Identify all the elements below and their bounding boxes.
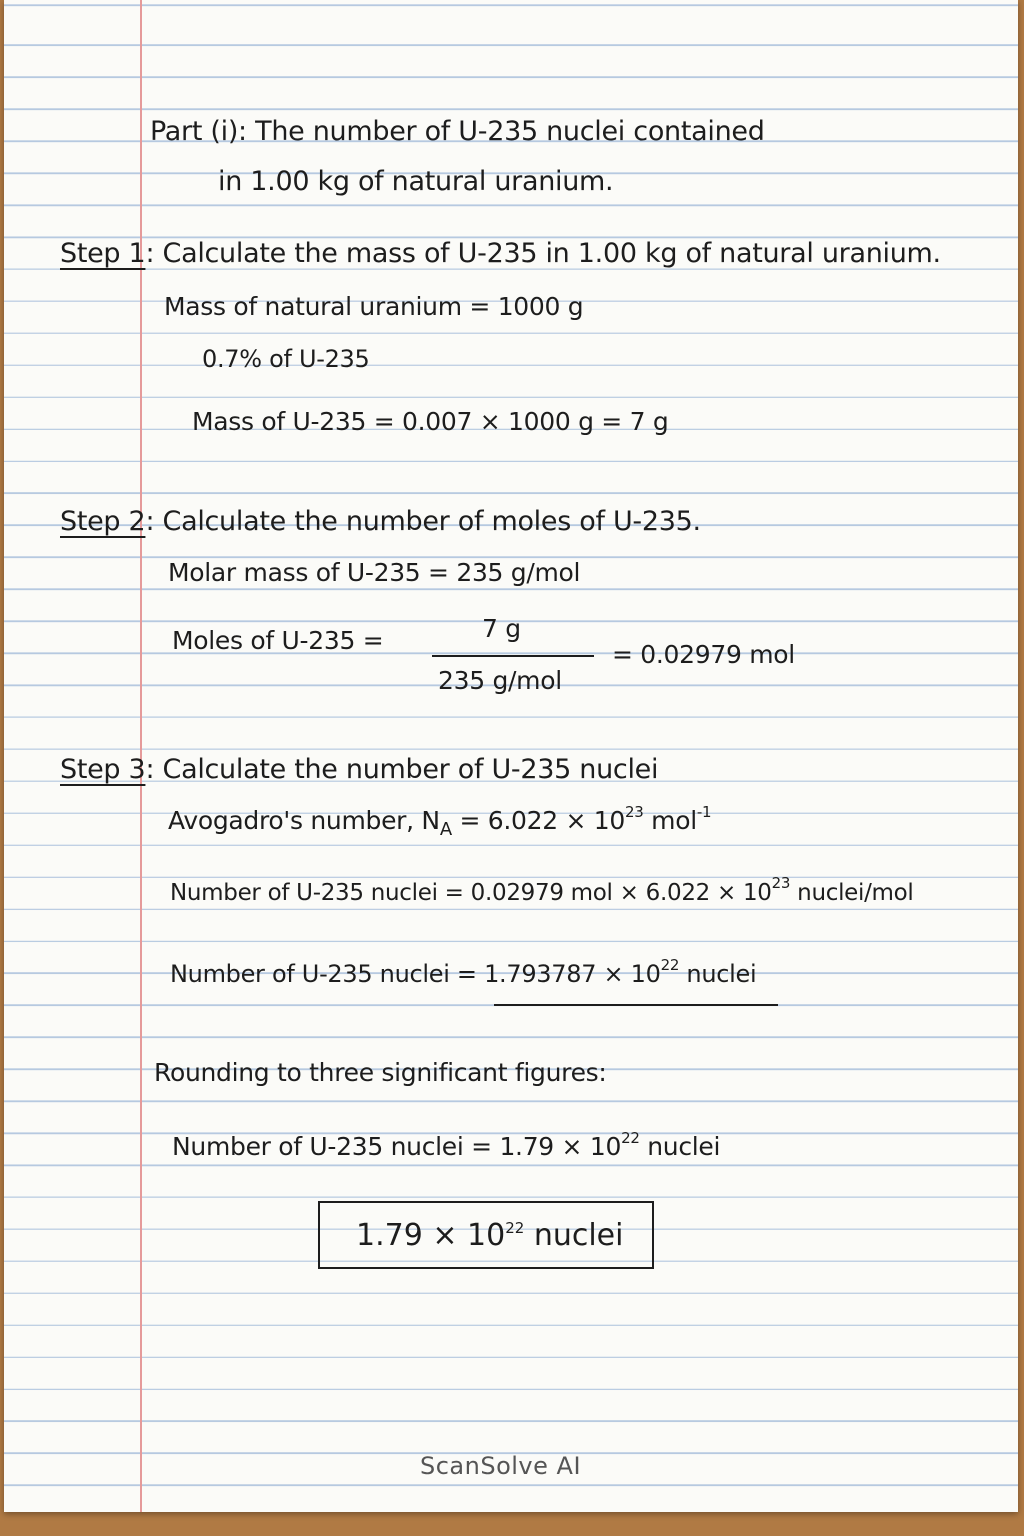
notebook-page [4, 0, 1018, 1512]
step3-heading-text: : Calculate the number of U-235 nuclei [145, 754, 659, 785]
step2-label: Step 2 [60, 506, 146, 537]
step2-molar-mass: Molar mass of U-235 = 235 g/mol [168, 558, 581, 587]
step1-heading-text: : Calculate the mass of U-235 in 1.00 kg of natural uranium. [145, 238, 941, 269]
result-underline [494, 1004, 778, 1006]
step3-avogadro: Avogadro's number, $N_A = 6.022 \times 10^{23}$ mol$^{-1}$ [168, 803, 712, 840]
final-answer: $1.79 \times 10^{22}$ nuclei [356, 1218, 624, 1253]
step2-denominator: 235 g/mol [438, 666, 562, 695]
step3-calculation: Number of U-235 nuclei = 0.02979 mol × $6.022 \times 10^{23}$ nuclei/mol [170, 874, 914, 906]
step2-heading-text: : Calculate the number of moles of U-235. [145, 506, 701, 537]
step1-heading [60, 238, 941, 269]
step1-line1: Mass of natural uranium = 1000 g [164, 292, 584, 321]
rounding-heading: Rounding to three significant figures: [154, 1058, 607, 1087]
step3-heading [60, 754, 658, 785]
step1-label: Step 1 [60, 238, 146, 269]
step2-heading [60, 506, 701, 537]
step3-label: Step 3 [60, 754, 146, 785]
step2-moles-label: Moles of U-235 = [172, 626, 384, 655]
fraction-bar [432, 655, 594, 657]
step2-result: = 0.02979 mol [612, 640, 795, 669]
step2-numerator: 7 g [482, 614, 521, 643]
part-heading-line2: in 1.00 kg of natural uranium. [218, 166, 614, 197]
step1-line2: 0.7% of U-235 [202, 345, 370, 373]
part-heading-line1: Part (i): The number of U-235 nuclei contained [150, 116, 765, 147]
rounding-line: Number of U-235 nuclei = $1.79 \times 10^{22}$ nuclei [172, 1129, 721, 1161]
step1-line3: Mass of U-235 = 0.007 × 1000 g = 7 g [192, 407, 669, 436]
step3-result: Number of U-235 nuclei = $1.793787 \times 10^{22}$ nuclei [170, 956, 757, 988]
brand-watermark: ScanSolve AI [420, 1452, 582, 1480]
